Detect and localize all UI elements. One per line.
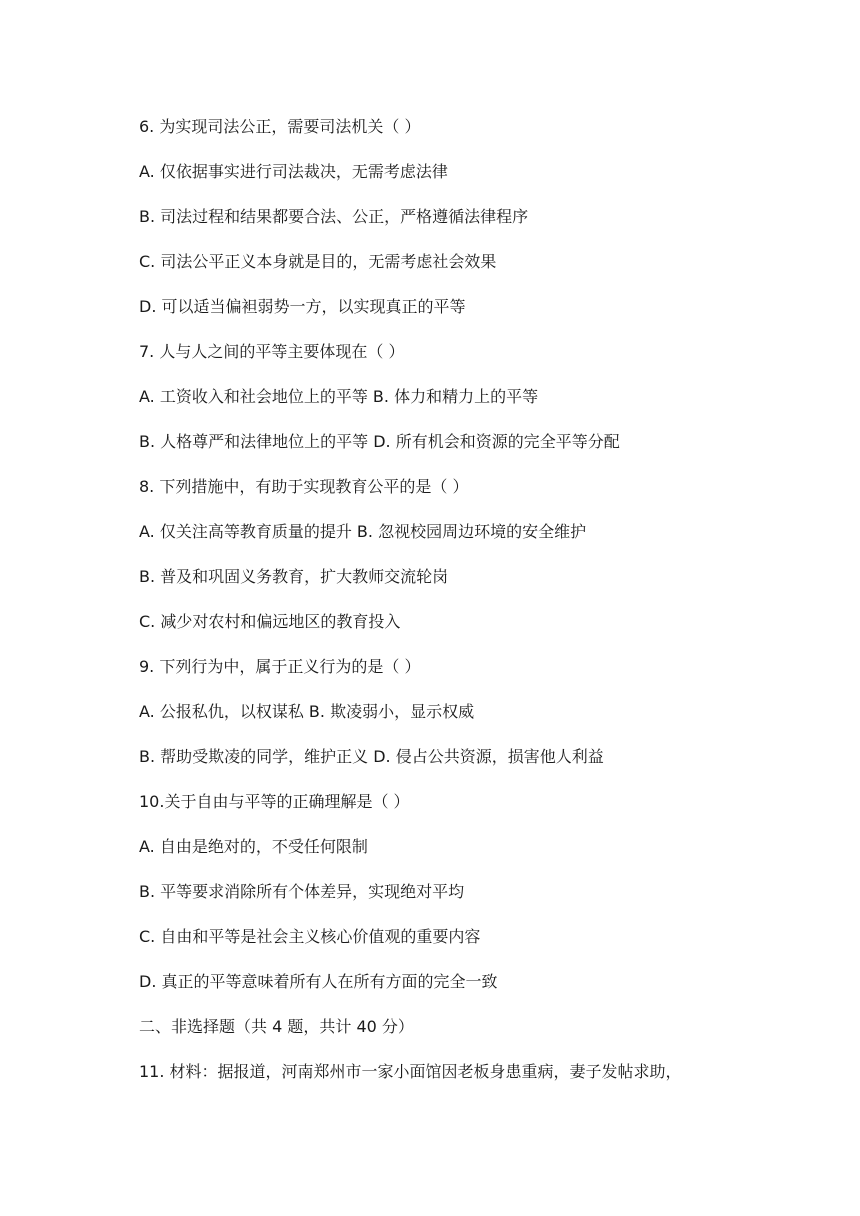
question-8-options-row-1: A. 仅关注高等教育质量的提升 B. 忽视校园周边环境的安全维护 xyxy=(139,522,587,541)
question-9-options-row-2: B. 帮助受欺凌的同学，维护正义 D. 侵占公共资源，损害他人利益 xyxy=(139,747,604,766)
question-7-options-row-1: A. 工资收入和社会地位上的平等 B. 体力和精力上的平等 xyxy=(139,387,539,406)
question-7-stem: 7. 人与人之间的平等主要体现在（ ） xyxy=(139,342,405,361)
question-8-option-b: B. 普及和巩固义务教育，扩大教师交流轮岗 xyxy=(139,567,449,586)
question-6-stem: 6. 为实现司法公正，需要司法机关（ ） xyxy=(139,117,421,136)
question-9-stem: 9. 下列行为中，属于正义行为的是（ ） xyxy=(139,657,421,676)
question-10-stem: 10.关于自由与平等的正确理解是（ ） xyxy=(139,792,410,811)
question-6-option-c: C. 司法公平正义本身就是目的，无需考虑社会效果 xyxy=(139,252,497,271)
question-8-option-c: C. 减少对农村和偏远地区的教育投入 xyxy=(139,612,401,631)
question-10-option-a: A. 自由是绝对的，不受任何限制 xyxy=(139,837,368,856)
question-8-stem: 8. 下列措施中，有助于实现教育公平的是（ ） xyxy=(139,477,469,496)
question-9-options-row-1: A. 公报私仇，以权谋私 B. 欺凌弱小，显示权威 xyxy=(139,702,475,721)
question-10-option-c: C. 自由和平等是社会主义核心价值观的重要内容 xyxy=(139,927,481,946)
question-6-option-b: B. 司法过程和结果都要合法、公正，严格遵循法律程序 xyxy=(139,207,529,226)
question-7-options-row-2: B. 人格尊严和法律地位上的平等 D. 所有机会和资源的完全平等分配 xyxy=(139,432,620,451)
question-10-option-d: D. 真正的平等意味着所有人在所有方面的完全一致 xyxy=(139,972,498,991)
section-heading-non-choice: 二、非选择题（共 4 题，共计 40 分） xyxy=(139,1017,414,1036)
question-6-option-a: A. 仅依据事实进行司法裁决，无需考虑法律 xyxy=(139,162,448,181)
question-11-material: 11. 材料：据报道，河南郑州市一家小面馆因老板身患重病，妻子发帖求助， xyxy=(139,1062,682,1081)
question-10-option-b: B. 平等要求消除所有个体差异，实现绝对平均 xyxy=(139,882,465,901)
question-6-option-d: D. 可以适当偏袒弱势一方，以实现真正的平等 xyxy=(139,297,466,316)
